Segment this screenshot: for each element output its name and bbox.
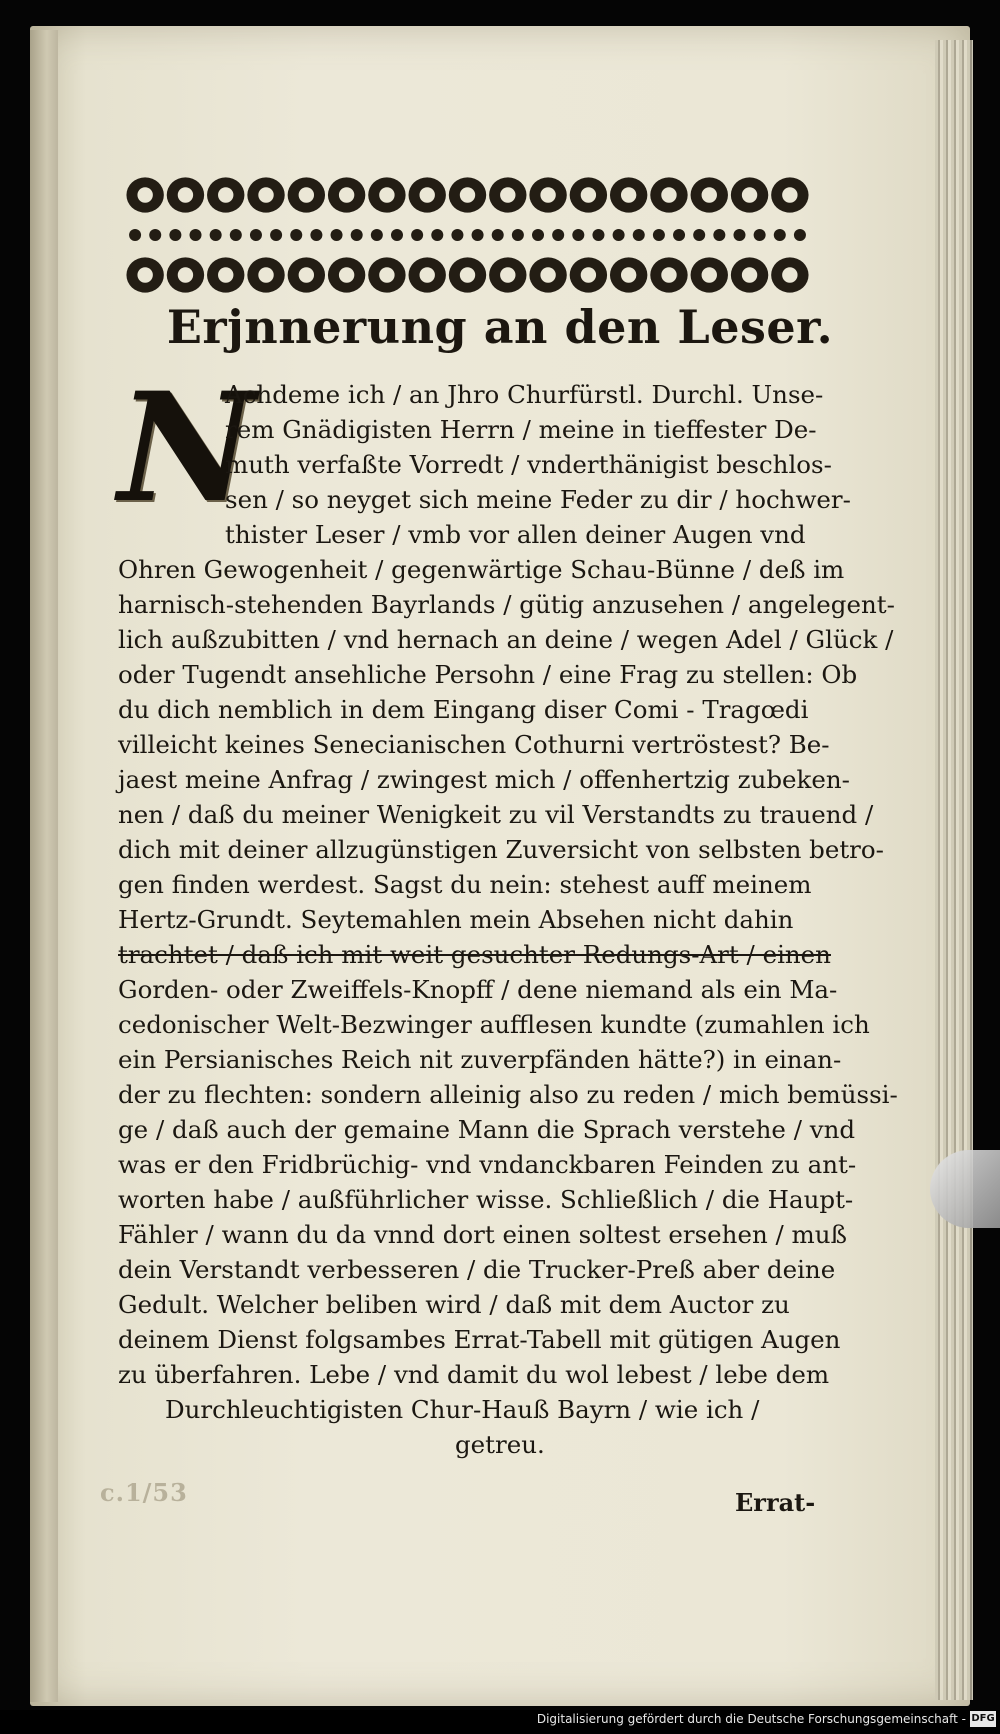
text-line: rem Gnädigisten Herrn / meine in tieffester De- xyxy=(225,415,817,444)
ornament-flower-center xyxy=(218,267,233,282)
ornament-bead xyxy=(210,229,222,241)
text-line: Achdeme ich / an Jhro Churfürstl. Durchl. Unse- xyxy=(225,380,824,409)
ornament-flower-center xyxy=(782,267,797,282)
ornament-flower-center xyxy=(137,187,152,202)
ornament-flower-center xyxy=(581,187,596,202)
ornament-bead xyxy=(190,229,202,241)
ornament-flower-center xyxy=(339,267,354,282)
text-line: oder Tugendt ansehliche Persohn / eine Frag zu stellen: Ob xyxy=(118,660,858,689)
text-line: zu überfahren. Lebe / vnd damit du wol lebest / lebe dem xyxy=(118,1360,830,1389)
ornament-flower-center xyxy=(742,187,757,202)
ornament-flower-center xyxy=(218,187,233,202)
text-line: gen finden werdest. Sagst du nein: stehest auff meinem xyxy=(118,870,812,899)
text-line-struck: trachtet / daß ich mit weit gesuchter Redungs-Art / einen xyxy=(118,940,831,969)
ornament-bead xyxy=(270,229,282,241)
ornament-flower-center xyxy=(420,267,435,282)
ornament-flower-center xyxy=(742,267,757,282)
ornament-bead xyxy=(290,229,302,241)
ornament-bead xyxy=(492,229,504,241)
ornament-bead xyxy=(431,229,443,241)
ornament-bead xyxy=(250,229,262,241)
ornament-flower-center xyxy=(379,187,394,202)
ornament-flower-center xyxy=(339,187,354,202)
text-line: dich mit deiner allzugünstigen Zuversicht von selbsten betro- xyxy=(118,835,884,864)
text-line: cedonischer Welt-Bezwinger aufflesen kundte (zumahlen ich xyxy=(118,1010,870,1039)
drop-cap-initial: N xyxy=(118,360,256,536)
text-line: worten habe / außführlicher wisse. Schließlich / die Haupt- xyxy=(118,1185,854,1214)
text-line: Ohren Gewogenheit / gegenwärtige Schau-Bünne / deß im xyxy=(118,555,845,584)
text-line: Durchleuchtigisten Chur-Hauß Bayrn / wie ich / xyxy=(165,1395,760,1424)
ornament-bead xyxy=(351,229,363,241)
digitization-credit: Digitalisierung gefördert durch die Deutsche Forschungsgemeinschaft - xyxy=(536,1712,966,1726)
faded-library-stamp: c.1/53 xyxy=(100,1478,188,1507)
ornament-bead xyxy=(592,229,604,241)
text-line: lich außzubitten / vnd hernach an deine / wegen Adel / Glück / xyxy=(118,625,894,654)
ornament-bead xyxy=(169,229,181,241)
ornament-bead xyxy=(572,229,584,241)
text-line: deinem Dienst folgsambes Errat-Tabell mit gütigen Augen xyxy=(118,1325,841,1354)
ornament-flower-center xyxy=(661,267,676,282)
text-line: muth verfaßte Vorredt / vnderthänigist beschlos- xyxy=(225,450,832,479)
catchword: Errat- xyxy=(735,1488,816,1517)
text-line: Fähler / wann du da vnnd dort einen soltest ersehen / muß xyxy=(118,1220,847,1249)
text-line: thister Leser / vmb vor allen deiner Augen vnd xyxy=(225,520,806,549)
ornament-flower-center xyxy=(258,187,273,202)
ornament-bead xyxy=(754,229,766,241)
text-line: harnisch-stehenden Bayrlands / gütig anzusehen / angelegent- xyxy=(118,590,895,619)
ornament-bead xyxy=(129,229,141,241)
ornament-flower-center xyxy=(420,187,435,202)
text-line: nen / daß du meiner Wenigkeit zu vil Verstandts zu trauend / xyxy=(118,800,874,829)
ornament-flower-center xyxy=(500,187,515,202)
ornament-flower-center xyxy=(661,187,676,202)
text-line: dein Verstandt verbesseren / die Trucker-Preß aber deine xyxy=(118,1255,836,1284)
ornament-flower-center xyxy=(621,267,636,282)
ornament-bead xyxy=(633,229,645,241)
ornament-flower-center xyxy=(460,267,475,282)
ornament-flower-center xyxy=(299,267,314,282)
ornament-bead xyxy=(371,229,383,241)
ornament-flower-center xyxy=(540,187,555,202)
text-line: Gorden- oder Zweiffels-Knopff / dene niemand als ein Ma- xyxy=(118,975,838,1004)
text-line: villeicht keines Senecianischen Cothurni vertröstest? Be- xyxy=(118,730,830,759)
ornament-bead xyxy=(673,229,685,241)
body-text xyxy=(0,360,1000,1459)
text-line: du dich nemblich in dem Eingang diser Comi - Tragœdi xyxy=(118,695,809,724)
page-title: Erjnnerung an den Leser. xyxy=(166,300,834,354)
ornament-bead xyxy=(774,229,786,241)
ornament-flower-center xyxy=(178,267,193,282)
text-line: ge / daß auch der gemaine Mann die Sprach verstehe / vnd xyxy=(118,1115,856,1144)
ornament-bead xyxy=(532,229,544,241)
text-line: was er den Fridbrüchig- vnd vndanckbaren Feinden zu ant- xyxy=(118,1150,857,1179)
ornament-flower-center xyxy=(702,187,717,202)
ornament-flower-center xyxy=(258,267,273,282)
ornament-bead xyxy=(552,229,564,241)
ornament-flower-center xyxy=(540,267,555,282)
text-line: der zu flechten: sondern alleinig also zu reden / mich bemüssi- xyxy=(118,1080,898,1109)
text-line: Hertz-Grundt. Seytemahlen mein Absehen nicht dahin xyxy=(118,905,794,934)
ornament-bead xyxy=(411,229,423,241)
text-line: ein Persianisches Reich nit zuverpfänden hätte?) in einan- xyxy=(118,1045,842,1074)
ornament-flower-center xyxy=(137,267,152,282)
ornament-bead xyxy=(391,229,403,241)
ornament-flower-center xyxy=(621,187,636,202)
ornament-flower-center xyxy=(178,187,193,202)
text-line: sen / so neyget sich meine Feder zu dir / hochwer- xyxy=(225,485,851,514)
ornament-flower-center xyxy=(782,187,797,202)
ornament-bead xyxy=(472,229,484,241)
ornament-bead xyxy=(653,229,665,241)
ornament-bead xyxy=(713,229,725,241)
text-line: jaest meine Anfrag / zwingest mich / offenhertzig zubeken- xyxy=(118,765,850,794)
ornament-bead xyxy=(451,229,463,241)
ornament-flower-center xyxy=(379,267,394,282)
ornament-bead xyxy=(310,229,322,241)
ornament-bead xyxy=(149,229,161,241)
ornament-bead xyxy=(331,229,343,241)
ornament-flower-center xyxy=(702,267,717,282)
dfg-logo: DFG xyxy=(970,1711,996,1727)
text-line: getreu. xyxy=(455,1430,545,1459)
ornament-bead xyxy=(230,229,242,241)
ornament-flower-center xyxy=(500,267,515,282)
ornament-bead xyxy=(613,229,625,241)
ornamental-header-band xyxy=(125,170,810,300)
ornament-flower-center xyxy=(460,187,475,202)
ornament-flower-center xyxy=(299,187,314,202)
ornament-bead xyxy=(693,229,705,241)
ornament-bead xyxy=(794,229,806,241)
ornament-bead xyxy=(733,229,745,241)
text-line: Gedult. Welcher beliben wird / daß mit dem Auctor zu xyxy=(118,1290,790,1319)
ornament-flower-center xyxy=(581,267,596,282)
ornament-bead xyxy=(512,229,524,241)
